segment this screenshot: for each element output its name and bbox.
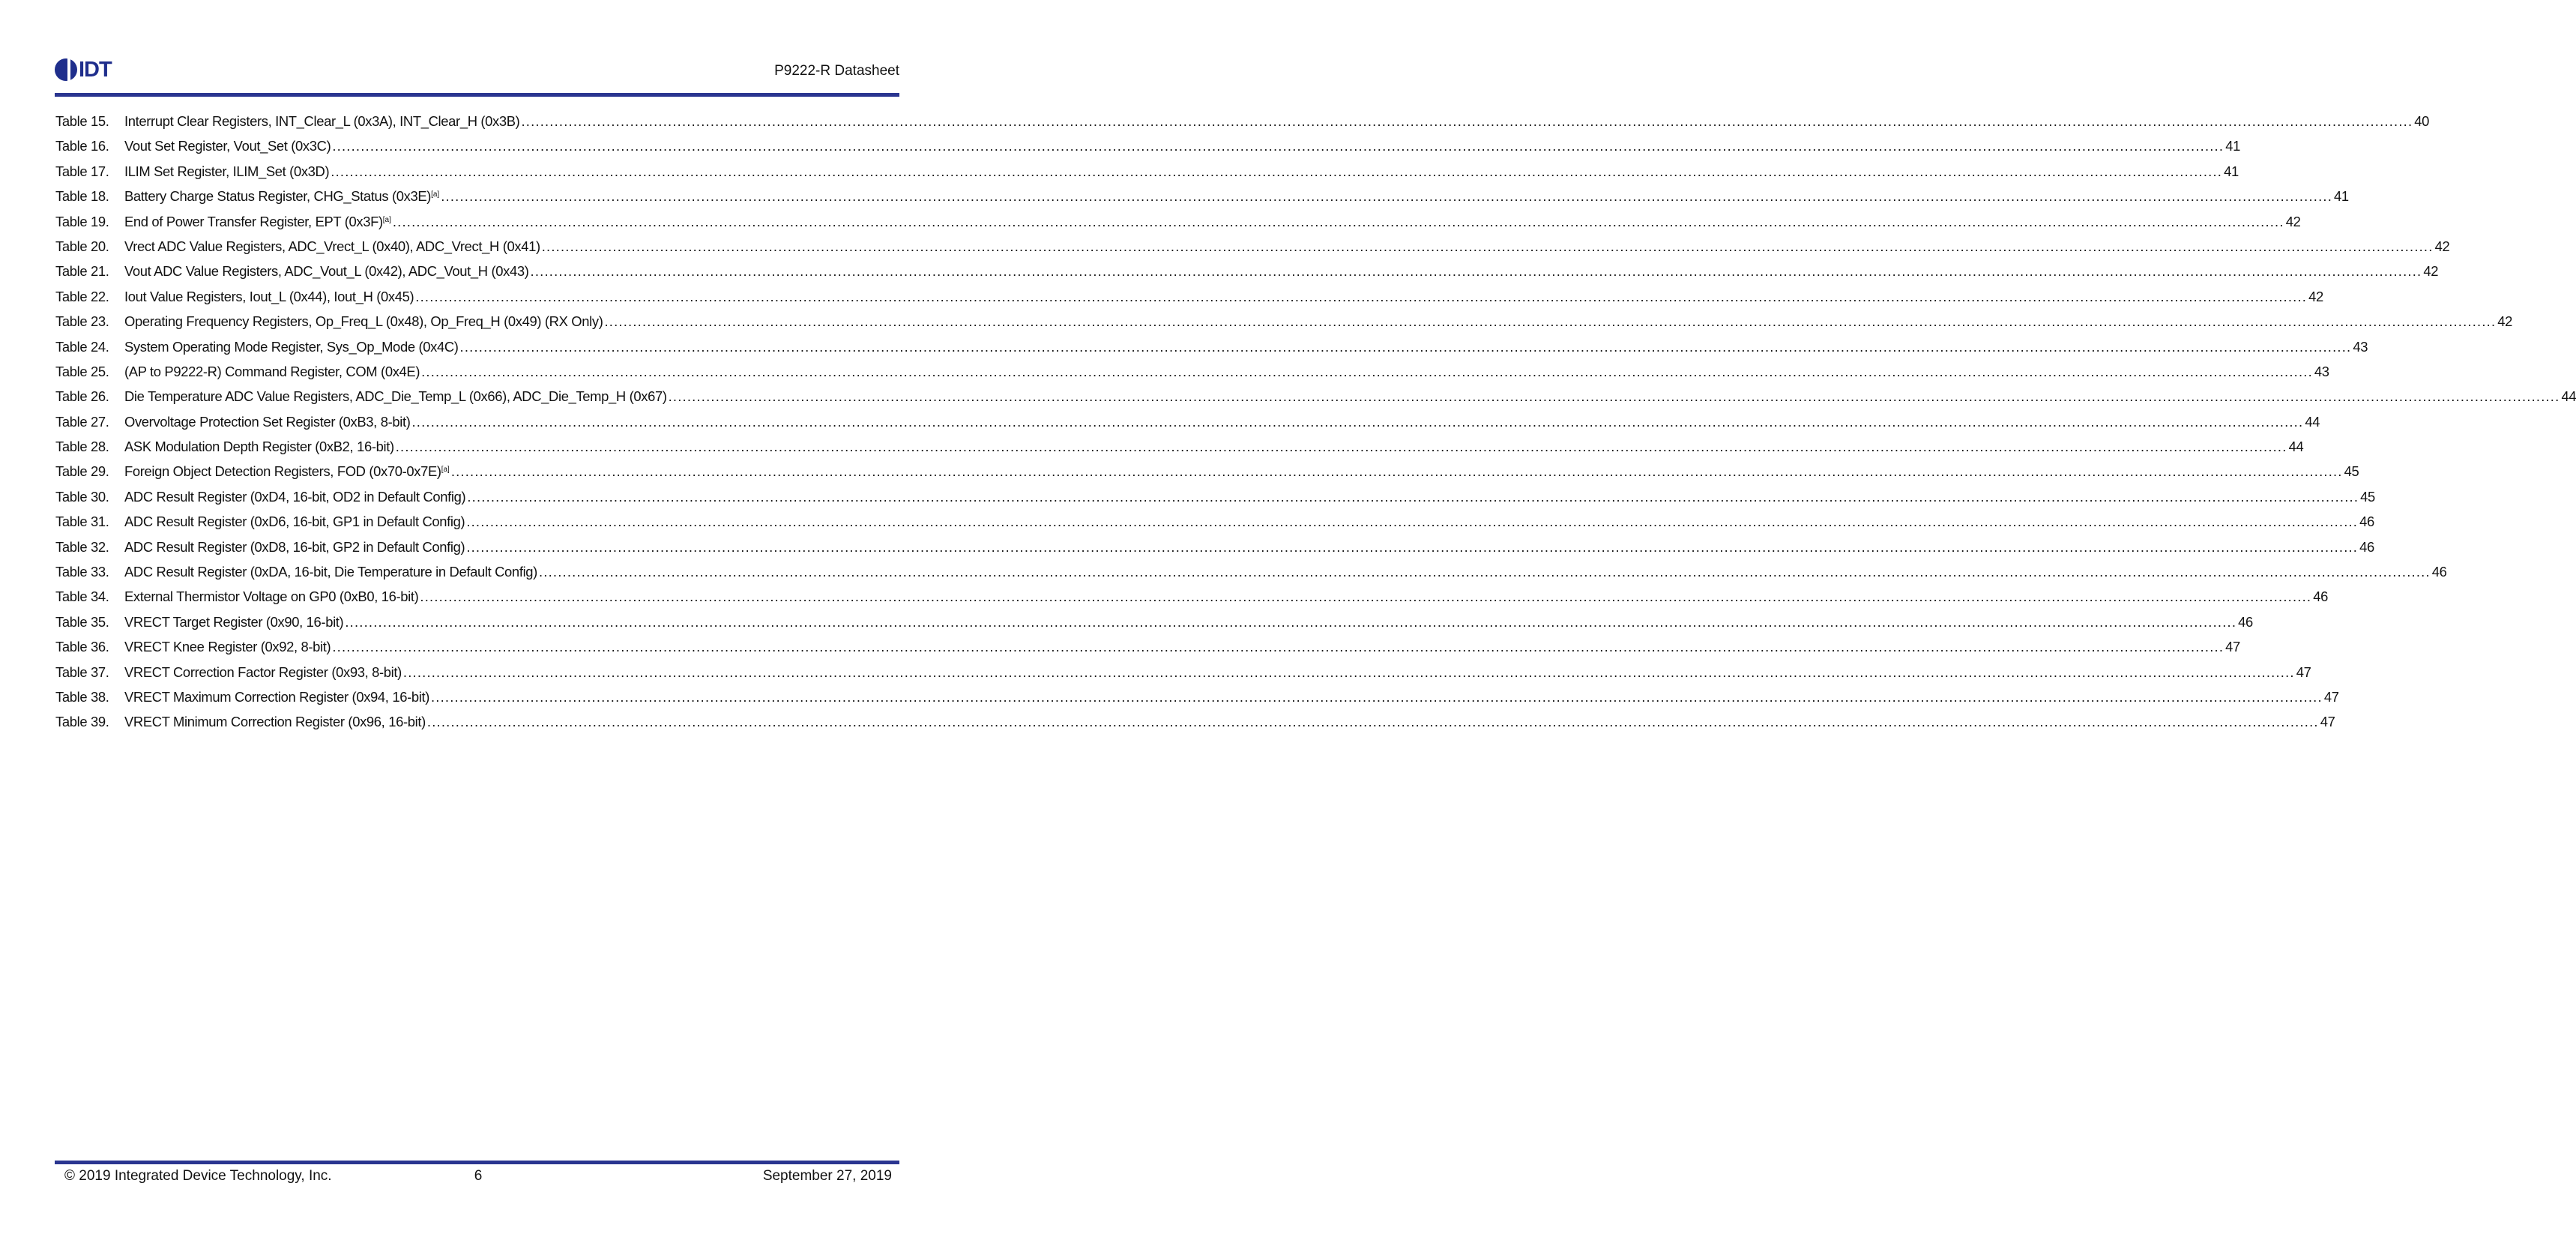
- toc-entry-title: [124, 113, 519, 130]
- toc-entry-number: Table 33.: [55, 564, 109, 580]
- toc-entry-dot-leader: ................................................................................................................................................................................................................................................................................................................................................................................................................: [420, 589, 2312, 605]
- toc-entry-title: [124, 514, 465, 530]
- toc-entry-number: Table 39.: [55, 714, 109, 730]
- toc-entry-dot-leader: ................................................................................................................................................................................................................................................................................................................................................................................................................: [530, 263, 2422, 280]
- toc-entry-dot-leader: ................................................................................................................................................................................................................................................................................................................................................................................................................: [415, 288, 2308, 304]
- toc-entry-title: [124, 289, 414, 305]
- footer-rule: [55, 1161, 899, 1164]
- toc-entry-page: 47: [2323, 688, 2339, 705]
- footer-date: September 27, 2019: [762, 1168, 892, 1184]
- toc-entry-dot-leader: ................................................................................................................................................................................................................................................................................................................................................................................................................: [332, 639, 2224, 655]
- toc-entry-number: Table 37.: [55, 663, 109, 680]
- toc-entry[interactable]: [55, 663, 2311, 689]
- toc-entry-title-text: End of Power Transfer Register, EPT (0x3F): [124, 213, 383, 229]
- toc-entry-title-text: Foreign Object Detection Registers, FOD (0x70-0x7E): [124, 463, 441, 480]
- toc-entry-dot-leader: ................................................................................................................................................................................................................................................................................................................................................................................................................: [421, 363, 2313, 379]
- toc-entry-dot-leader: ................................................................................................................................................................................................................................................................................................................................................................................................................: [426, 714, 2319, 730]
- toc-entry-number: Table 23.: [55, 313, 109, 330]
- toc-entry-number: Table 15.: [55, 113, 109, 129]
- toc-entry-page: 43: [2314, 363, 2329, 379]
- toc-entry-page: 42: [2308, 288, 2323, 304]
- toc-entry[interactable]: [55, 589, 2328, 613]
- toc-entry-page: 43: [2353, 338, 2368, 355]
- toc-entry-title-text: VRECT Minimum Correction Register (0x96, 16-bit): [124, 714, 426, 730]
- toc-entry-page: 44: [2288, 439, 2304, 455]
- toc-entry-page: 42: [2285, 213, 2301, 229]
- toc-entry-title: [124, 614, 343, 630]
- toc-entry-title-text: VRECT Knee Register (0x92, 8-bit): [124, 639, 331, 655]
- toc-entry-dot-leader: ................................................................................................................................................................................................................................................................................................................................................................................................................: [538, 564, 2431, 580]
- toc-entry-title-text: ASK Modulation Depth Register (0xB2, 16-bit): [124, 439, 394, 455]
- toc-entry-title: [124, 214, 391, 230]
- toc-entry-title-text: ADC Result Register (0xD6, 16-bit, GP1 in Default Config): [124, 514, 465, 530]
- toc-entry-title-text: System Operating Mode Register, Sys_Op_Mode (0x4C): [124, 338, 459, 355]
- toc-entry[interactable]: [55, 439, 2304, 463]
- toc-entry-page: 45: [2344, 463, 2359, 480]
- toc-entry-footnote-mark: [a]: [431, 190, 440, 199]
- toc-entry[interactable]: [55, 288, 2323, 313]
- toc-entry-dot-leader: ................................................................................................................................................................................................................................................................................................................................................................................................................: [411, 413, 2304, 430]
- logo-mark-icon: [55, 58, 77, 81]
- toc-entry-page: 46: [2359, 514, 2374, 530]
- toc-entry-title: [124, 714, 426, 730]
- toc-entry-title: [124, 339, 459, 355]
- toc-entry-dot-leader: ................................................................................................................................................................................................................................................................................................................................................................................................................: [395, 439, 2287, 455]
- company-logo: [55, 57, 112, 82]
- toc-entry-title-text: ADC Result Register (0xDA, 16-bit, Die Temperature in Default Config): [124, 564, 537, 580]
- toc-entry-title-text: Vrect ADC Value Registers, ADC_Vrect_L (0x40), ADC_Vrect_H (0x41): [124, 238, 540, 254]
- toc-entry-number: Table 28.: [55, 439, 109, 455]
- toc-entry-title: [124, 439, 394, 455]
- toc-entry-page: 46: [2313, 589, 2328, 605]
- toc-entry-dot-leader: ................................................................................................................................................................................................................................................................................................................................................................................................................: [459, 338, 2352, 355]
- toc-entry-footnote-mark: [a]: [441, 466, 450, 475]
- toc-entry-number: Table 18.: [55, 188, 109, 205]
- toc-entry-title: [124, 138, 331, 154]
- toc-entry-title-text: Battery Charge Status Register, CHG_Status (0x3E): [124, 188, 432, 205]
- toc-entry-page: 41: [2225, 138, 2240, 154]
- toc-entry-number: Table 29.: [55, 463, 109, 480]
- toc-entry-title-text: Vout Set Register, Vout_Set (0x3C): [124, 138, 331, 154]
- toc-entry-title: [124, 639, 331, 655]
- toc-entry-number: Table 20.: [55, 238, 109, 254]
- toc-entry-dot-leader: ................................................................................................................................................................................................................................................................................................................................................................................................................: [466, 514, 2359, 530]
- toc-entry-page: 42: [2434, 238, 2450, 254]
- toc-entry[interactable]: [55, 613, 2253, 639]
- toc-entry-page: 47: [2320, 714, 2335, 730]
- document-title: P9222-R Datasheet: [774, 63, 899, 79]
- toc-entry-title-text: Overvoltage Protection Set Register (0xB3, 8-bit): [124, 413, 411, 430]
- toc-entry[interactable]: [55, 363, 2329, 388]
- toc-entry-number: Table 36.: [55, 639, 109, 655]
- toc-entry[interactable]: [55, 138, 2240, 163]
- toc-entry-title: [124, 364, 420, 380]
- toc-entry-number: Table 16.: [55, 138, 109, 154]
- toc-entry[interactable]: [55, 564, 2447, 589]
- toc-entry-number: Table 30.: [55, 488, 109, 505]
- toc-entry-page: 46: [2431, 564, 2447, 580]
- logo-text: IDT: [79, 58, 112, 82]
- toc-entry[interactable]: [55, 263, 2439, 288]
- toc-entry-dot-leader: ................................................................................................................................................................................................................................................................................................................................................................................................................: [466, 538, 2359, 555]
- toc-entry[interactable]: [55, 488, 2375, 514]
- toc-entry-number: Table 31.: [55, 514, 109, 530]
- toc-entry[interactable]: [55, 514, 2374, 538]
- toc-entry-title: [124, 664, 402, 681]
- toc-entry-dot-leader: ................................................................................................................................................................................................................................................................................................................................................................................................................: [541, 238, 2434, 254]
- toc-entry-title: [124, 388, 667, 405]
- toc-entry-page: 44: [2561, 388, 2576, 405]
- toc-entry-title-text: ILIM Set Register, ILIM_Set (0x3D): [124, 163, 330, 179]
- toc-entry-dot-leader: ................................................................................................................................................................................................................................................................................................................................................................................................................: [402, 663, 2295, 680]
- toc-entry-title: [124, 414, 411, 430]
- toc-entry-dot-leader: ................................................................................................................................................................................................................................................................................................................................................................................................................: [668, 388, 2560, 405]
- toc-entry[interactable]: [55, 163, 2239, 188]
- toc-entry-title-text: VRECT Correction Factor Register (0x93, 8-bit): [124, 663, 402, 680]
- toc-entry-number: Table 27.: [55, 413, 109, 430]
- toc-entry[interactable]: [55, 313, 2513, 338]
- toc-entry-number: Table 17.: [55, 163, 109, 179]
- toc-entry-title: [124, 463, 450, 480]
- toc-entry[interactable]: [55, 639, 2240, 663]
- toc-entry-page: 42: [2423, 263, 2439, 280]
- toc-entry-title: [124, 489, 465, 505]
- toc-entry-footnote-mark: [a]: [382, 215, 391, 224]
- toc-entry-number: Table 25.: [55, 363, 109, 379]
- toc-entry-number: Table 38.: [55, 688, 109, 705]
- toc-entry[interactable]: [55, 463, 2359, 488]
- toc-entry-title: [124, 589, 418, 605]
- toc-entry-title-text: Operating Frequency Registers, Op_Freq_L (0x48), Op_Freq_H (0x49) (RX Only): [124, 313, 603, 330]
- toc-entry[interactable]: [55, 238, 2450, 263]
- toc-entry-number: Table 35.: [55, 613, 109, 630]
- toc-entry-dot-leader: ................................................................................................................................................................................................................................................................................................................................................................................................................: [450, 463, 2343, 480]
- toc-entry-page: 45: [2360, 488, 2375, 505]
- toc-entry-dot-leader: ................................................................................................................................................................................................................................................................................................................................................................................................................: [441, 188, 2333, 205]
- footer-page-number: 6: [474, 1168, 483, 1184]
- toc-entry-page: 47: [2296, 663, 2311, 680]
- toc-entry-title: [124, 689, 429, 705]
- toc-entry-title-text: ADC Result Register (0xD8, 16-bit, GP2 in Default Config): [124, 538, 465, 555]
- toc-entry[interactable]: [55, 188, 2349, 213]
- toc-entry-dot-leader: ................................................................................................................................................................................................................................................................................................................................................................................................................: [332, 138, 2224, 154]
- toc-entry-page: 41: [2334, 188, 2349, 205]
- toc-entry-title: [124, 263, 529, 280]
- toc-entry-title: [124, 163, 329, 180]
- toc-entry-dot-leader: ................................................................................................................................................................................................................................................................................................................................................................................................................: [521, 113, 2413, 129]
- toc-entry-number: Table 19.: [55, 213, 109, 229]
- toc-entry-page: 41: [2224, 163, 2239, 179]
- footer-copyright: © 2019 Integrated Device Technology, Inc.: [64, 1168, 332, 1184]
- toc-entry-title: [124, 188, 439, 205]
- toc-entry-number: Table 26.: [55, 388, 109, 405]
- toc-entry-title-text: Iout Value Registers, Iout_L (0x44), Iout_H (0x45): [124, 288, 414, 304]
- toc-entry-title-text: (AP to P9222-R) Command Register, COM (0x4E): [124, 363, 420, 379]
- toc-entry-page: 46: [2238, 613, 2253, 630]
- toc-entry-title-text: Vout ADC Value Registers, ADC_Vout_L (0x42), ADC_Vout_H (0x43): [124, 263, 529, 280]
- toc-entry-dot-leader: ................................................................................................................................................................................................................................................................................................................................................................................................................: [604, 313, 2497, 330]
- toc-entry-dot-leader: ................................................................................................................................................................................................................................................................................................................................................................................................................: [467, 488, 2359, 505]
- toc-entry-title: [124, 564, 537, 580]
- toc-entry[interactable]: [55, 688, 2339, 714]
- toc-entry-dot-leader: ................................................................................................................................................................................................................................................................................................................................................................................................................: [345, 613, 2237, 630]
- toc-entry-dot-leader: ................................................................................................................................................................................................................................................................................................................................................................................................................: [431, 688, 2323, 705]
- toc-entry-page: 47: [2225, 639, 2240, 655]
- toc-entry-number: Table 24.: [55, 338, 109, 355]
- toc-entry-dot-leader: ................................................................................................................................................................................................................................................................................................................................................................................................................: [392, 213, 2284, 229]
- toc-entry-title-text: ADC Result Register (0xD4, 16-bit, OD2 in Default Config): [124, 488, 466, 505]
- toc-entry[interactable]: [55, 338, 2368, 364]
- toc-entry-page: 40: [2414, 113, 2430, 129]
- toc-entry-page: 42: [2497, 313, 2513, 330]
- toc-entry-number: Table 34.: [55, 589, 109, 605]
- toc-entry-title-text: VRECT Target Register (0x90, 16-bit): [124, 613, 344, 630]
- toc-entry-number: Table 32.: [55, 538, 109, 555]
- toc-entry[interactable]: [55, 388, 2576, 413]
- toc-entry-title: [124, 539, 465, 556]
- toc-entry[interactable]: [55, 113, 2430, 138]
- header-rule: [55, 93, 899, 97]
- toc-entry-title-text: Interrupt Clear Registers, INT_Clear_L (0x3A), INT_Clear_H (0x3B): [124, 113, 520, 129]
- toc-entry[interactable]: [55, 213, 2301, 238]
- toc-entry-title-text: Die Temperature ADC Value Registers, ADC_Die_Temp_L (0x66), ADC_Die_Temp_H (0x67): [124, 388, 667, 405]
- toc-entry[interactable]: [55, 413, 2320, 439]
- toc-entry[interactable]: [55, 714, 2335, 738]
- toc-entry-title: [124, 238, 540, 255]
- toc-entry-page: 44: [2305, 413, 2320, 430]
- toc-entry-title-text: VRECT Maximum Correction Register (0x94, 16-bit): [124, 688, 429, 705]
- toc-entry[interactable]: [55, 538, 2374, 564]
- toc-entry-title: [124, 313, 603, 330]
- toc-entry-page: 46: [2359, 538, 2374, 555]
- toc-entry-number: Table 22.: [55, 288, 109, 304]
- toc-entry-number: Table 21.: [55, 263, 109, 280]
- table-of-tables: [55, 113, 2576, 739]
- toc-entry-dot-leader: ................................................................................................................................................................................................................................................................................................................................................................................................................: [331, 163, 2223, 179]
- toc-entry-title-text: External Thermistor Voltage on GP0 (0xB0, 16-bit): [124, 589, 419, 605]
